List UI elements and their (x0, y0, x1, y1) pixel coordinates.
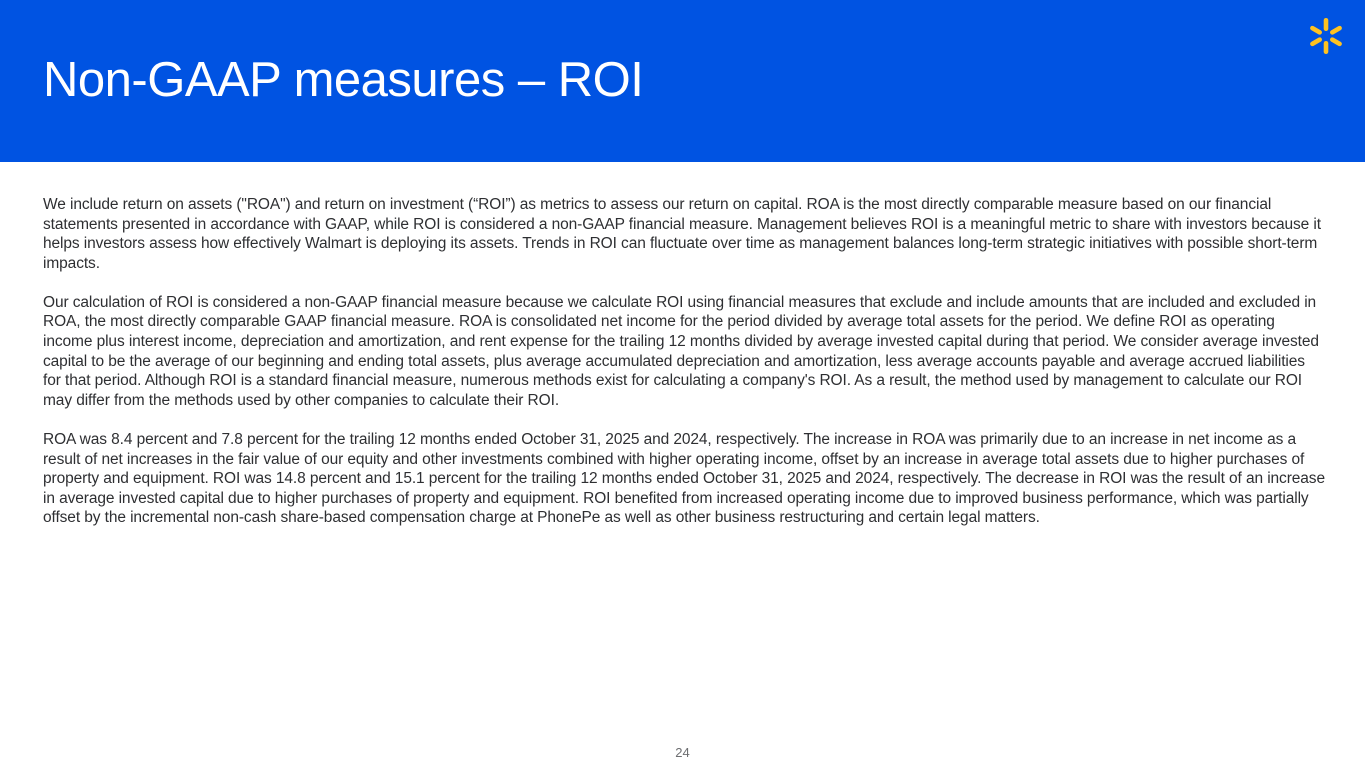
paragraph-roa-roi-results: ROA was 8.4 percent and 7.8 percent for the trailing 12 months ended October 31, 2025 and 2024, respectively. The increase in ROA was primarily due to an increase in net income as a result of net increases in the fair value of our equity and other investments combined with higher operating income, offset by an increase in average total assets due to higher purchases of property and equipment. ROI was 14.8 percent and 15.1 percent for the trailing 12 months ended October 31, 2025 and 2024, respectively. The decrease in ROI was the result of an increase in average invested capital due to higher purchases of property and equipment. ROI benefited from increased operating income due to improved business performance, which was partially offset by the incremental non-cash share-based compensation charge at PhonePe as well as other business restructuring and certain legal matters. (43, 430, 1325, 527)
walmart-spark-icon (1308, 17, 1344, 55)
header-band (0, 0, 1365, 162)
page-number: 24 (675, 745, 690, 760)
page-title: Non-GAAP measures – ROI (43, 53, 644, 107)
paragraph-roi-intro: We include return on assets ("ROA") and return on investment (“ROI”) as metrics to assess our return on capital. ROA is the most directly comparable measure based on our financial statements presented in accordance with GAAP, while ROI is considered a non-GAAP financial measure. Management believes ROI is a meaningful metric to share with investors because it helps investors assess how effectively Walmart is deploying its assets. Trends in ROI can fluctuate over time as management balances long-term strategic initiatives with possible short-term impacts. (43, 196, 1321, 272)
paragraph-roi-calculation: Our calculation of ROI is considered a non-GAAP financial measure because we calculate ROI using financial measures that exclude and include amounts that are included and excluded in ROA, the most directly comparable GAAP financial measure. ROA is consolidated net income for the period divided by average total assets for the period. We define ROI as operating income plus interest income, depreciation and amortization, and rent expense for the trailing 12 months divided by average invested capital during that period. We consider average invested capital to be the average of our beginning and ending total assets, plus average accumulated depreciation and amortization, less average accounts payable and average accrued liabilities for that period. Although ROI is a standard financial measure, numerous methods exist for calculating a company's ROI. As a result, the method used by management to calculate our ROI may differ from the methods used by other companies to calculate their ROI. (43, 293, 1319, 409)
body-text (43, 195, 1325, 547)
